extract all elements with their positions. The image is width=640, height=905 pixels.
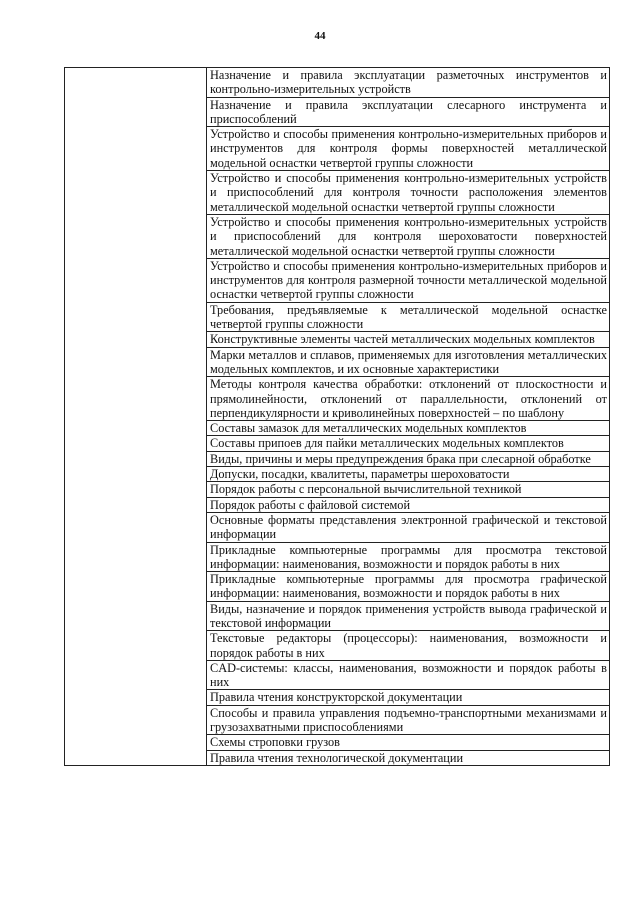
knowledge-item: Составы замазок для металлических модельных комплектов (207, 421, 610, 436)
knowledge-table (64, 67, 610, 766)
knowledge-item: Схемы строповки грузов (207, 735, 610, 750)
left-label-cell (65, 68, 207, 766)
knowledge-item: Конструктивные элементы частей металлических модельных комплектов (207, 332, 610, 347)
knowledge-item: Допуски, посадки, квалитеты, параметры шероховатости (207, 467, 610, 482)
knowledge-item: Марки металлов и сплавов, применяемых для изготовления металлических модельных комплектов, и их основные характеристики (207, 347, 610, 377)
knowledge-item: Способы и правила управления подъемно-транспортными механизмами и грузозахватными приспособлениями (207, 705, 610, 735)
knowledge-item: Основные форматы представления электронной графической и текстовой информации (207, 512, 610, 542)
knowledge-item: CAD-системы: классы, наименования, возможности и порядок работы в них (207, 660, 610, 690)
knowledge-item: Правила чтения конструкторской документации (207, 690, 610, 705)
knowledge-item: Устройство и способы применения контрольно-измерительных приборов и инструментов для контроля размерной точности металлической модельной оснастки четвертой группы сложности (207, 258, 610, 302)
knowledge-item: Порядок работы с файловой системой (207, 497, 610, 512)
knowledge-item: Устройство и способы применения контрольно-измерительных устройств и приспособлений для контроля шероховатости поверхностей металлической модельной оснастки четвертой группы сложности (207, 214, 610, 258)
knowledge-item: Виды, причины и меры предупреждения брака при слесарной обработке (207, 451, 610, 466)
knowledge-item: Текстовые редакторы (процессоры): наименования, возможности и порядок работы в них (207, 631, 610, 661)
knowledge-item: Прикладные компьютерные программы для просмотра текстовой информации: наименования, возможности и порядок работы в них (207, 542, 610, 572)
knowledge-item: Назначение и правила эксплуатации слесарного инструмента и приспособлений (207, 97, 610, 127)
knowledge-item: Виды, назначение и порядок применения устройств вывода графической и текстовой информации (207, 601, 610, 631)
knowledge-item: Назначение и правила эксплуатации разметочных инструментов и контрольно-измерительных устройств (207, 68, 610, 98)
knowledge-item: Порядок работы с персональной вычислительной техникой (207, 482, 610, 497)
knowledge-item: Составы припоев для пайки металлических модельных комплектов (207, 436, 610, 451)
knowledge-table-body (65, 68, 610, 766)
knowledge-item: Требования, предъявляемые к металлической модельной оснастке четвертой группы сложности (207, 302, 610, 332)
page-number: 44 (314, 30, 326, 42)
knowledge-item: Прикладные компьютерные программы для просмотра графической информации: наименования, возможности и порядок работы в них (207, 572, 610, 602)
knowledge-item: Устройство и способы применения контрольно-измерительных приборов и инструментов для контроля формы поверхностей металлической модельной оснастки четвертой группы сложности (207, 127, 610, 171)
table-row (65, 68, 610, 98)
knowledge-item: Методы контроля качества обработки: отклонений от плоскостности и прямолинейности, отклонений от параллельности, отклонений от перпендикулярности и криволинейных поверхностей – по шаблону (207, 377, 610, 421)
knowledge-item: Правила чтения технологической документации (207, 750, 610, 765)
knowledge-item: Устройство и способы применения контрольно-измерительных устройств и приспособлений для контроля точности расположения элементов металлической модельной оснастки четвертой группы сложности (207, 171, 610, 215)
